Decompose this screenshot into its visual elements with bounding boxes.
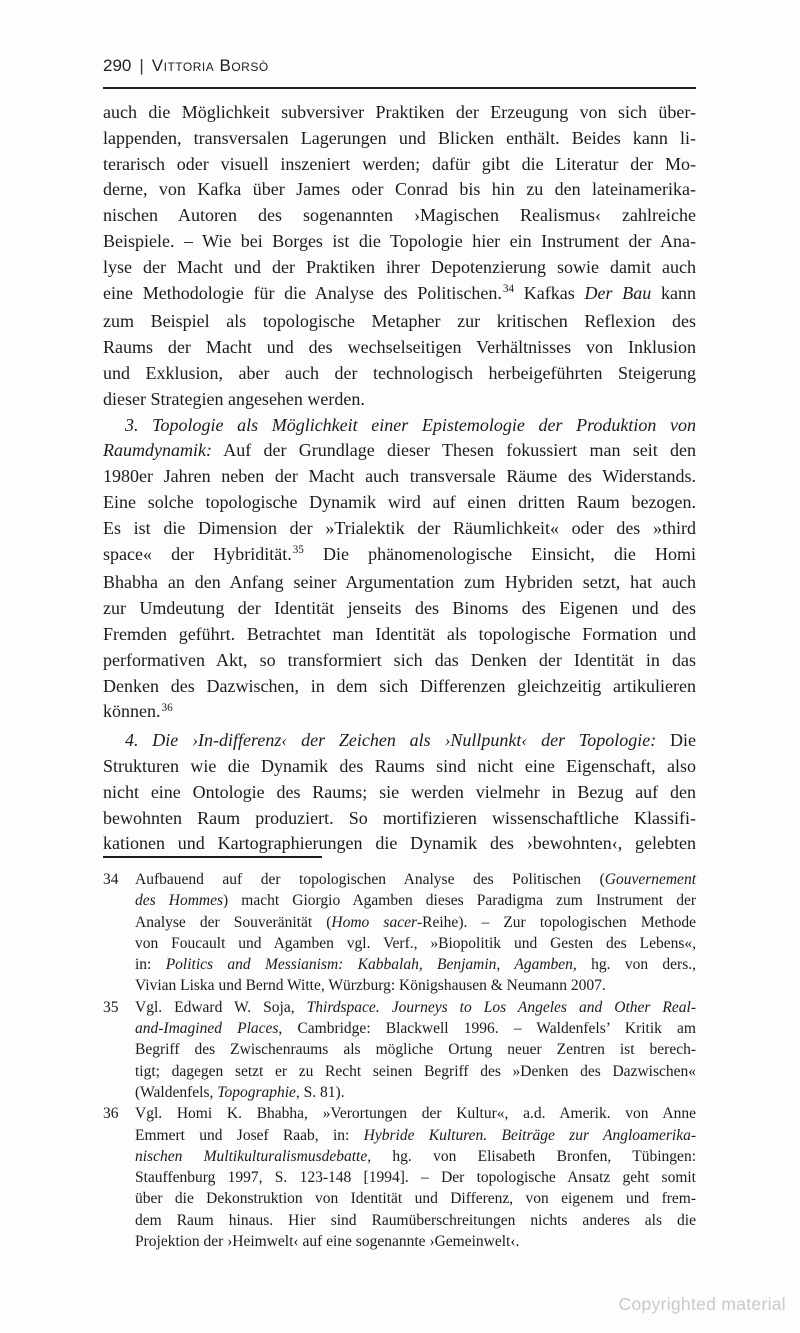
text-line: [103, 387, 696, 413]
text-run: Bhabha an den Anfang seiner Argumentation zum Hybriden setzt, hat auch: [103, 572, 696, 593]
text-line: [135, 1146, 696, 1167]
text-run: nischen Autoren des sogenannten ›Magischen Realismus‹ zahlreiche: [103, 205, 696, 226]
footnotes-section: [103, 869, 696, 1252]
text-line: [103, 516, 696, 542]
text-line: [103, 281, 696, 310]
text-run: Gouvernement: [604, 871, 696, 888]
text-line: [103, 596, 696, 622]
text-run: zur Umdeutung der Identität jenseits des Binoms des Eigenen und des: [103, 598, 696, 619]
text-run: Thirdspace. Journeys to Los Angeles and Other Real-: [306, 998, 696, 1016]
text-run: dem Raum hinaus. Hier sind Raumüberschreitungen nichts anderes als die: [135, 1211, 696, 1229]
footnote-number: 35: [103, 998, 119, 1016]
text-run: lyse der Macht und der Praktiken ihrer Depotenzierung sowie damit auch: [103, 256, 696, 277]
text-run: Homo sacer: [331, 913, 417, 931]
text-run: , hg. von Elisabeth Bronfen, Tübingen:: [367, 1147, 696, 1165]
text-line: [103, 728, 696, 754]
text-run: nicht eine Ontologie des Raums; sie werden vielmehr in Bezug auf den: [103, 781, 696, 802]
text-run: Vgl. Homi K. Bhabha, »Verortungen der Kultur«, a.d. Amerik. von Anne: [135, 1105, 696, 1123]
text-line: [103, 674, 696, 700]
text-run: Begriff des Zwischenraums als mögliche Ortung neuer Zentren ist berech-: [135, 1041, 696, 1059]
text-line: [135, 1018, 696, 1039]
footnote-number: 36: [103, 1105, 119, 1123]
text-line: [103, 806, 696, 832]
text-line: [103, 754, 696, 780]
text-run: -Reihe). – Zur topologischen Methode: [417, 913, 696, 931]
text-run: tigt; dagegen setzt er zu Recht seinen Begriff des »Denken des Dazwischen«: [135, 1062, 696, 1080]
footnote-34: [103, 869, 696, 997]
text-run: Eine solche topologische Dynamik wird auf einen dritten Raum bezogen.: [103, 491, 696, 512]
text-run: Raumdynamik:: [103, 440, 212, 461]
footnote-ref: 36: [161, 702, 173, 715]
text-run: Es ist die Dimension der »Trialektik der Räumlichkeit« oder des »third: [103, 517, 696, 538]
text-line: [135, 912, 696, 933]
running-head-author: Vittoria Borsò: [151, 56, 269, 75]
text-run: von Foucault und Agamben vgl. Verf., »Biopolitik und Gesten des Lebens«,: [135, 934, 696, 952]
text-run: Stauffenburg 1997, S. 123-148 [1994]. – Der topologische Ansatz geht somit: [135, 1169, 696, 1187]
copyright-watermark: Copyrighted material: [618, 1294, 786, 1314]
footnote-35: [103, 997, 696, 1103]
text-line: [103, 570, 696, 596]
text-line: [135, 1103, 696, 1124]
text-run: über die Dekonstruktion von Identität und Differenz, von eigenem und frem-: [135, 1190, 696, 1208]
text-run: Beispiele. – Wie bei Borges ist die Topologie hier ein Instrument der Ana-: [103, 230, 696, 251]
body-text: [103, 100, 696, 857]
footnote-36: [103, 1103, 696, 1252]
text-line: [103, 699, 696, 728]
text-line: [103, 126, 696, 152]
text-line: [135, 1039, 696, 1060]
text-run: kationen und Kartographierungen die Dynamik des ›bewohnten‹, gelebten: [103, 833, 696, 854]
text-line: [103, 542, 696, 571]
text-run: and-Imagined Places: [135, 1020, 279, 1038]
text-run: Politics and Messianism: Kabbalah, Benjamin, Agamben: [165, 956, 573, 974]
text-line: [103, 361, 696, 387]
text-run: (Waldenfels,: [135, 1083, 218, 1101]
text-run: Topographie: [217, 1083, 296, 1101]
text-run: Projektion der ›Heimwelt‹ auf eine sogenannte ›Gemeinwelt‹.: [135, 1233, 520, 1251]
text-run: Strukturen wie die Dynamik des Raums sind nicht eine Eigenschaft, also: [103, 755, 696, 776]
text-run: derne, von Kafka über James oder Conrad bis hin zu den lateinamerika-: [103, 179, 696, 200]
text-run: Emmert und Josef Raab, in:: [135, 1126, 364, 1144]
text-line: [103, 309, 696, 335]
text-run: 3. Topologie als Möglichkeit einer Epistemologie der Produktion von: [125, 414, 696, 435]
text-line: [135, 869, 696, 890]
footnote-ref: 34: [502, 283, 515, 296]
text-line: [135, 954, 696, 975]
text-run: in:: [135, 956, 166, 974]
text-run: und Exklusion, aber auch der technologisch herbeigeführten Steigerung: [103, 362, 696, 383]
text-run: Hybride Kulturen. Beiträge zur Angloamerika-: [363, 1126, 696, 1144]
text-line: [103, 464, 696, 490]
text-line: [135, 975, 696, 996]
text-line: [135, 1188, 696, 1209]
text-run: Vgl. Edward W. Soja,: [135, 998, 307, 1016]
text-run: Auf der Grundlage dieser Thesen fokussiert man seit den: [211, 440, 696, 461]
text-run: ) macht Giorgio Agamben dieses Paradigma zum Instrument der: [223, 892, 697, 910]
footnote-ref: 35: [292, 544, 304, 557]
text-run: 4. Die ›In-differenz‹ der Zeichen als ›Nullpunkt‹ der Topologie:: [125, 730, 657, 751]
text-run: bewohnten Raum produziert. So mortifizieren wissenschaftliche Klassifi-: [103, 807, 696, 828]
text-run: Analyse der Souveränität (: [135, 913, 332, 931]
text-run: Die phänomenologische Einsicht, die Homi: [303, 543, 696, 564]
running-header: [103, 56, 696, 89]
text-line: [103, 335, 696, 361]
paragraph-1: [103, 100, 696, 413]
text-line: [103, 622, 696, 648]
text-run: , S. 81).: [295, 1083, 345, 1101]
text-line: [135, 933, 696, 954]
paragraph-3: [103, 728, 696, 857]
text-line: [103, 229, 696, 255]
text-run: , Cambridge: Blackwell 1996. – Waldenfels’ Kritik am: [278, 1020, 696, 1038]
text-line: [103, 831, 696, 857]
text-run: Aufbauend auf der topologischen Analyse des Politischen (: [135, 871, 605, 888]
text-run: Fremden geführt. Betrachtet man Identität als topologische Formation und: [103, 623, 696, 644]
text-line: [135, 1082, 696, 1103]
text-line: [103, 648, 696, 674]
text-run: Der Bau: [584, 282, 652, 303]
text-line: [135, 1231, 696, 1252]
text-run: auch die Möglichkeit subversiver Praktiken der Erzeugung von sich über-: [103, 102, 696, 122]
paragraph-2: [103, 413, 696, 729]
text-run: terarisch oder visuell inszeniert werden; dafür gibt die Literatur der Mo-: [103, 153, 696, 174]
text-run: 1980er Jahren neben der Macht auch transversale Räume des Widerstands.: [103, 466, 696, 487]
text-line: [103, 177, 696, 203]
text-run: lappenden, transversalen Lagerungen und Blicken enthält. Beides kann li-: [103, 127, 696, 148]
text-line: [103, 203, 696, 229]
text-run: Kafkas: [514, 282, 585, 303]
text-run: , hg. von ders.,: [572, 956, 696, 974]
text-run: Vivian Liska und Bernd Witte, Würzburg: Königshausen & Neumann 2007.: [135, 977, 606, 995]
text-line: [135, 1210, 696, 1231]
text-run: Raums der Macht und des wechselseitigen Verhältnisses von Inklusion: [103, 337, 696, 358]
text-line: [103, 152, 696, 178]
text-line: [103, 490, 696, 516]
text-run: dieser Strategien angesehen werden.: [103, 388, 365, 409]
text-line: [103, 780, 696, 806]
text-run: eine Methodologie für die Analyse des Politischen.: [103, 282, 502, 303]
text-line: [103, 255, 696, 281]
text-run: Denken des Dazwischen, in dem sich Differenzen gleichzeitig artikulieren: [103, 675, 696, 696]
footnote-number: 34: [103, 871, 119, 888]
text-line: [103, 438, 696, 464]
text-run: des Hommes: [135, 892, 224, 910]
text-line: [103, 100, 696, 126]
page-number: 290: [103, 56, 132, 75]
text-line: [103, 413, 696, 439]
text-run: nischen Multikulturalismusdebatte: [135, 1147, 368, 1165]
footnote-rule: [103, 856, 322, 858]
text-run: kann: [651, 282, 696, 303]
text-line: [135, 890, 696, 911]
text-run: Die: [656, 730, 696, 751]
text-run: performativen Akt, so transformiert sich das Denken der Identität in das: [103, 649, 696, 670]
header-separator: |: [139, 56, 144, 75]
text-run: zum Beispiel als topologische Metapher zur kritischen Reflexion des: [103, 311, 696, 332]
text-run: können.: [103, 701, 161, 722]
text-run: space« der Hybridität.: [103, 543, 292, 564]
text-line: [135, 1061, 696, 1082]
text-line: [135, 1125, 696, 1146]
text-line: [135, 997, 696, 1018]
text-line: [135, 1167, 696, 1188]
